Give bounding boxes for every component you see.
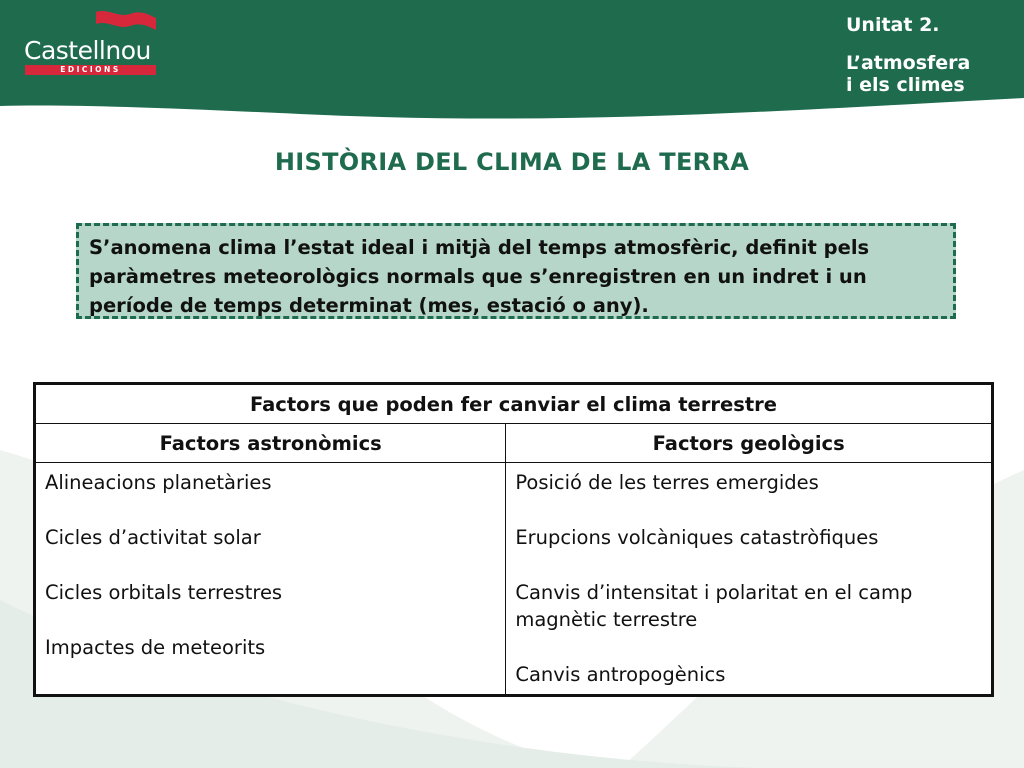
factors-table: [33, 382, 994, 697]
castellnou-logo: [22, 8, 162, 78]
page-title: HISTÒRIA DEL CLIMA DE LA TERRA: [274, 148, 750, 176]
slide-header: [0, 0, 1024, 120]
unit-subtitle: [846, 52, 970, 96]
astronomic-factors-cell: [35, 463, 506, 696]
list-item: Canvis d’intensitat i polaritat en el camp magnètic terrestre: [515, 581, 913, 631]
logo-subtitle: EDICIONS: [60, 65, 121, 74]
list-item: Erupcions volcàniques catastròfiques: [515, 526, 879, 549]
list-item: Alineacions planetàries: [45, 471, 272, 494]
logo-wordmark: Castellnou: [24, 36, 151, 65]
list-item: Posició de les terres emergides: [515, 471, 819, 494]
unit-subtitle-line1: L’atmosfera: [846, 52, 971, 74]
table-row: [35, 463, 993, 696]
flag-icon: [22, 8, 162, 38]
unit-subtitle-line2: i els climes: [846, 74, 965, 96]
table-header-row: [35, 424, 993, 463]
geologic-factors-cell: [506, 463, 993, 696]
list-item: Impactes de meteorits: [45, 636, 266, 659]
column-header-geologic: Factors geològics: [506, 424, 993, 463]
table-caption: Factors que poden fer canviar el clima terrestre: [35, 384, 993, 424]
list-item: Cicles orbitals terrestres: [45, 581, 283, 604]
unit-title: Unitat 2.: [846, 14, 940, 36]
column-header-astronomic: Factors astronòmics: [35, 424, 506, 463]
definition-text: S’anomena clima l’estat ideal i mitjà del temps atmosfèric, definit pels paràmetres meteorològics normals que s’enregistren en un indret i un període de temps determinat (mes, estació o any).: [89, 236, 870, 317]
list-item: Cicles d’activitat solar: [45, 526, 261, 549]
table-caption-row: [35, 384, 993, 424]
list-item: Canvis antropogènics: [515, 663, 726, 686]
definition-box: [76, 223, 956, 319]
